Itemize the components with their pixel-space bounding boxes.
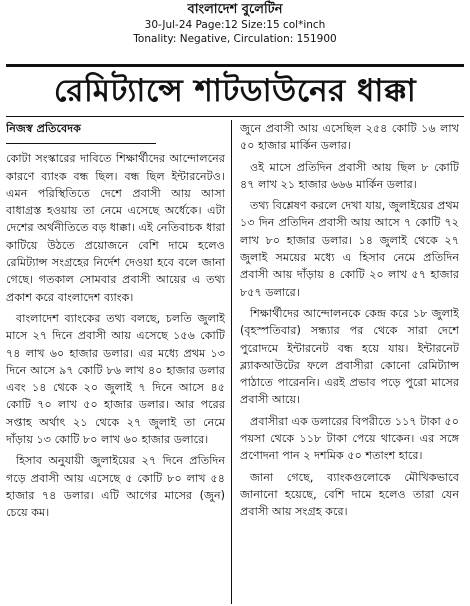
meta-date-page-size: 30-Jul-24 Page:12 Size:15 col*inch xyxy=(144,19,326,31)
newspaper-clipping xyxy=(0,2,470,606)
article-column-left xyxy=(6,120,225,604)
article-paragraph: শিক্ষার্থীদের আন্দোলনকে কেন্দ্র করে ১৮ জুলাই (বৃহস্পতিবার) সন্ধ্যার পর থেকে সারা দেশে পুরোদমে ইন্টারনেট বন্ধ হয়ে যায়। ইন্টারনেট ব্ল্যাকআউটের ফলে প্রবাসীরা কোনো রেমিট্যান্স পাঠাতে পারেননি। এরই প্রভাব পড়ে পুরো মাসের প্রবাসী আয়ে। xyxy=(240,306,459,407)
article-paragraph: কোটা সংস্কারের দাবিতে শিক্ষার্থীদের আন্দোলনের কারণে ব্যাংক বন্ধ ছিল। বন্ধ ছিল ইন্টারনেটও। এমন পরিস্থিতিতে দেশে প্রবাসী আয় আসা বাধাগ্রস্ত হওয়ায় তা নেমে এসেছে অর্ধেকে। এটা দেশের অর্থনীতিতে বড় ধাক্কা। এই নেতিবাচক ধারা কাটিয়ে উঠতে প্রয়োজনে বেশি দামে হলেও রেমিট্যান্স সংগ্রহের নির্দেশ দেওয়া হবে বলে জানা গেছে। গতকাল সোমবার প্রবাসী আয়ের এ তথ্য প্রকাশ করে বাংলাদেশ ব্যাংক। xyxy=(6,152,225,304)
newspaper-name: বাংলাদেশ বুলেটিন xyxy=(187,2,283,17)
article-paragraph: হিসাব অনুযায়ী জুলাইয়ের ২৭ দিনে প্রতিদিন গড়ে প্রবাসী আয় এসেছে ৫ কোটি ৮০ লাখ ৫৪ হাজার ৭৪ ডলার। এটি আগের মাসের (জুন) চেয়ে কম। xyxy=(6,454,225,520)
article-paragraph: তথ্য বিশ্লেষণ করলে দেখা যায়, জুলাইয়ের প্রথম ১৩ দিন প্রতিদিন প্রবাসী আয় আসে ৭ কোটি ৭২ লাখ ৮০ হাজার ডলার। ১৪ জুলাই থেকে ২৭ জুলাই সময়ের মধ্যে এ হিসাব নেমে প্রতিদিন প্রবাসী আয় দাঁড়ায় ৪ কোটি ২০ লাখ ৫৭ হাজার ৮৫৭ ডলারে। xyxy=(240,199,459,299)
column-divider xyxy=(231,120,232,604)
article-paragraph: জুনে প্রবাসী আয় এসেছিল ২৫৪ কোটি ১৬ লাখ ৫০ হাজার মার্কিন ডলার। xyxy=(240,122,459,153)
article-headline: রেমিট্যান্সে শাটডাউনের ধাক্কা xyxy=(53,73,417,109)
byline-rule xyxy=(6,143,156,144)
article-paragraph: প্রবাসীরা এক ডলারের বিপরীতে ১১৭ টাকা ৫০ পয়সা থেকে ১১৮ টাকা পেয়ে থাকেন। এর সঙ্গে প্রণোদনা পান ২ দশমিক ৫০ শতাংশ হারে। xyxy=(240,414,459,463)
article-byline: নিজস্ব প্রতিবেদক xyxy=(6,122,81,135)
article-paragraph: জানা গেছে, ব্যাংকগুলোকে মৌখিকভাবে জানানো হয়েছে, বেশি দামে হলেও তারা যেন প্রবাসী আয় সংগ্রহ করে। xyxy=(240,470,459,519)
meta-tonality-circulation: Tonality: Negative, Circulation: 151900 xyxy=(133,33,337,45)
clipping-meta xyxy=(0,2,470,46)
article-paragraph: ওই মাসে প্রতিদিন প্রবাসী আয় ছিল ৮ কোটি ৪৭ লাখ ২১ হাজার ৬৬৬ মার্কিন ডলার। xyxy=(240,160,459,191)
headline-top-rule xyxy=(6,64,464,67)
article-paragraph: বাংলাদেশ ব্যাংকের তথ্য বলছে, চলতি জুলাই মাসে ২৭ দিনে প্রবাসী আয় এসেছে ১৫৬ কোটি ৭৪ লাখ ৬০ হাজার ডলার। এর মধ্যে প্রথম ১৩ দিনে আসে ৯৭ কোটি ৮৬ লাখ ৪০ হাজার ডলার এবং ১৪ থেকে ২০ জুলাই ৭ দিনে আসে ৪৫ কোটি ৭০ লাখ ৫০ হাজার ডলার। আর পরের সপ্তাহ অর্থাৎ ২১ থেকে ২৭ জুলাই তা নেমে দাঁড়ায় ১৩ কোটি ৮০ লাখ ৬০ হাজার ডলারে। xyxy=(6,311,225,447)
headline-bottom-rule xyxy=(6,116,464,117)
article-column-right xyxy=(240,120,459,604)
